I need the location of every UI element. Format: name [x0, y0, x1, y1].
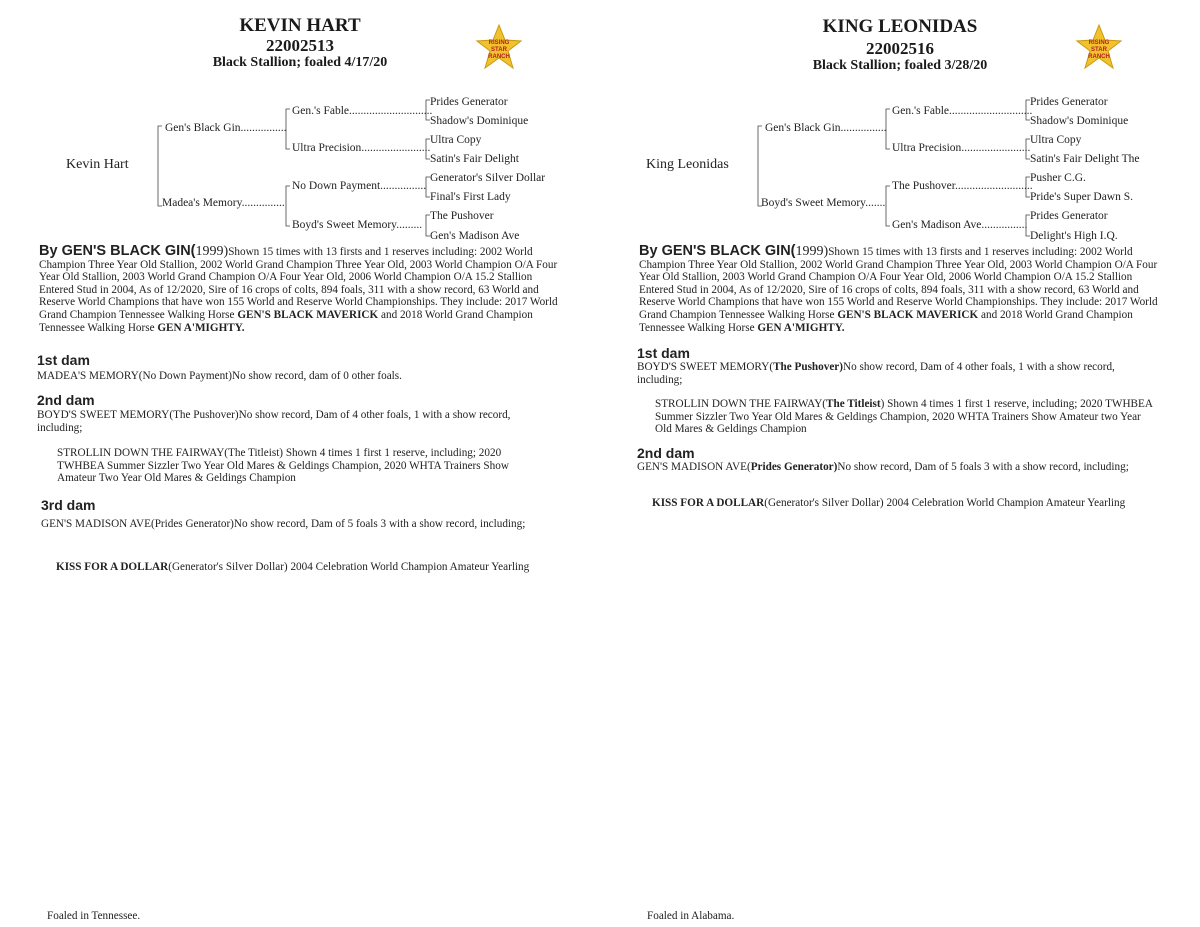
pedigree-gen3-3: Ultra Copy [430, 134, 482, 146]
first-dam-heading: 1st dam [37, 352, 90, 368]
svg-text:RISING: RISING [1088, 40, 1110, 46]
second-dam-text: GEN'S MADISON AVE(Prides Generator)No show record, Dam of 5 foals 3 with a show record, including; [637, 461, 1129, 473]
second-dam-heading: 2nd dam [637, 445, 695, 461]
pedigree-gen3-6: Final's First Lady [430, 191, 511, 203]
registration-number: 22002516 [866, 39, 934, 58]
first-dam-produce: STROLLIN DOWN THE FAIRWAY(The Titleist) Shown 4 times 1 first 1 reserve, including; 2020 TWHBEA Summer Sizzler Two Year Old Mares & Geldings Champion, 2020 WHTA Trainers Show Amateur two Year Old Mares & Geldings Champion [655, 398, 1153, 436]
first-dam-heading: 1st dam [637, 345, 690, 361]
pedigree-sire-dam: Ultra Precision........................ [292, 142, 431, 154]
pedigree-dam-dam: Boyd's Sweet Memory......... [292, 219, 423, 231]
pedigree-gen3-4: Satin's Fair Delight The [1030, 153, 1140, 165]
second-dam-produce: STROLLIN DOWN THE FAIRWAY(The Titleist) Shown 4 times 1 first 1 reserve, including; 2020 TWHBEA Summer Sizzler Two Year Old Mares & Geldings Champion, 2020 WHTA Trainers Show Amateur Two Year Old Mares & Geldings Champion [57, 447, 509, 485]
pedigree-gen3-5: Pusher C.G. [1030, 172, 1086, 184]
pedigree-gen3-4: Satin's Fair Delight [430, 153, 519, 165]
pedigree-dam-sire: The Pushover........................... [892, 180, 1033, 192]
foaled-location: Foaled in Alabama. [647, 910, 735, 922]
pedigree-gen3-7: The Pushover [430, 210, 494, 222]
second-dam-produce: KISS FOR A DOLLAR(Generator's Silver Dollar) 2004 Celebration World Champion Amateur Yearling [652, 497, 1126, 509]
pedigree-gen3-1: Prides Generator [1030, 96, 1108, 108]
pedigree-sire-sire: Gen.'s Fable............................. [892, 105, 1033, 117]
third-dam-text: GEN'S MADISON AVE(Prides Generator)No show record, Dam of 5 foals 3 with a show record, including; [41, 518, 526, 530]
foaled-location: Foaled in Tennessee. [47, 910, 141, 922]
svg-text:RANCH: RANCH [1088, 54, 1110, 60]
pedigree-dam-sire: No Down Payment................ [292, 180, 427, 192]
svg-text:RISING: RISING [488, 40, 510, 46]
rising-star-ranch-logo [476, 24, 522, 70]
pedigree-gen3-2: Shadow's Dominique [430, 115, 529, 127]
pedigree-gen3-2: Shadow's Dominique [1030, 115, 1129, 127]
pedigree-gen3-5: Generator's Silver Dollar [430, 172, 546, 184]
second-dam-text: BOYD'S SWEET MEMORY(The Pushover)No show record, Dam of 4 other foals, 1 with a show record, including; [37, 409, 511, 434]
sire-record: By GEN'S BLACK GIN(1999)Shown 15 times with 13 firsts and 1 reserves including: 2002 World Champion Three Year Old Stallion, 2002 World Grand Champion Three Year Old, 2003 World Champion O/A Four Year Old Stallion, 2003 World Grand Champion O/A Four Year Old, 2006 World Champion O/A 15.2 Stallion Entered Stud in 2004, As of 12/2020, Sire of 16 crops of colts, 894 foals, 311 with a show record, 63 World and Reserve World Champions that have won 155 World and Reserve World Championships. They include: 2017 World Grand Champion Tennessee Walking Horse GEN'S BLACK MAVERICK and 2018 World Grand Champion Tennessee Walking Horse GEN A'MIGHTY. [639, 243, 1158, 334]
pedigree-gen3-8: Gen's Madison Ave [430, 230, 520, 242]
pedigree-dam: Madea's Memory............... [162, 197, 285, 209]
third-dam-heading: 3rd dam [41, 497, 96, 513]
pedigree-horse: Kevin Hart [66, 157, 129, 172]
svg-text:RANCH: RANCH [488, 54, 510, 60]
horse-name-title: KING LEONIDAS [822, 16, 978, 37]
sire-record: By GEN'S BLACK GIN(1999)Shown 15 times with 13 firsts and 1 reserves including: 2002 World Champion Three Year Old Stallion, 2002 World Grand Champion Three Year Old, 2003 World Champion O/A Four Year Old Stallion, 2003 World Grand Champion O/A Four Year Old, 2006 World Champion O/A 15.2 Stallion Entered Stud in 2004, As of 12/2020, Sire of 16 crops of colts, 894 foals, 311 with a show record, 63 World and Reserve World Champions that have won 155 World and Reserve World Championships. They include: 2017 World Grand Champion Tennessee Walking Horse GEN'S BLACK MAVERICK and 2018 World Grand Champion Tennessee Walking Horse GEN A'MIGHTY. [39, 243, 558, 334]
rising-star-ranch-logo [1076, 24, 1122, 70]
svg-text:STAR: STAR [491, 47, 507, 53]
pedigree-dam: Boyd's Sweet Memory....... [761, 197, 886, 209]
third-dam-produce: KISS FOR A DOLLAR(Generator's Silver Dollar) 2004 Celebration World Champion Amateur Yearling [56, 561, 530, 573]
pedigree-gen3-6: Pride's Super Dawn S. [1030, 191, 1134, 203]
pedigree-gen3-8: Delight's High I.Q. [1030, 230, 1118, 242]
second-dam-heading: 2nd dam [37, 392, 95, 408]
horse-name-title: KEVIN HART [239, 15, 361, 36]
pedigree-sire: Gen's Black Gin................ [765, 122, 887, 134]
pedigree-dam-dam: Gen's Madison Ave................ [892, 219, 1028, 231]
catalog-page-king-leonidas [600, 0, 1200, 927]
pedigree-gen3-7: Prides Generator [1030, 210, 1108, 222]
pedigree-gen3-3: Ultra Copy [1030, 134, 1082, 146]
horse-description: Black Stallion; foaled 4/17/20 [212, 55, 388, 70]
horse-description: Black Stallion; foaled 3/28/20 [812, 58, 988, 73]
pedigree-sire-sire: Gen.'s Fable............................. [292, 105, 433, 117]
pedigree-sire: Gen's Black Gin................ [165, 122, 287, 134]
pedigree-horse: King Leonidas [646, 157, 729, 172]
svg-text:STAR: STAR [1091, 47, 1107, 53]
first-dam-text: BOYD'S SWEET MEMORY(The Pushover)No show record, Dam of 4 other foals, 1 with a show record, including; [637, 361, 1115, 386]
first-dam-text: MADEA'S MEMORY(No Down Payment)No show record, dam of 0 other foals. [37, 370, 402, 382]
registration-number: 22002513 [266, 36, 334, 55]
pedigree-sire-dam: Ultra Precision........................ [892, 142, 1031, 154]
pedigree-gen3-1: Prides Generator [430, 96, 508, 108]
